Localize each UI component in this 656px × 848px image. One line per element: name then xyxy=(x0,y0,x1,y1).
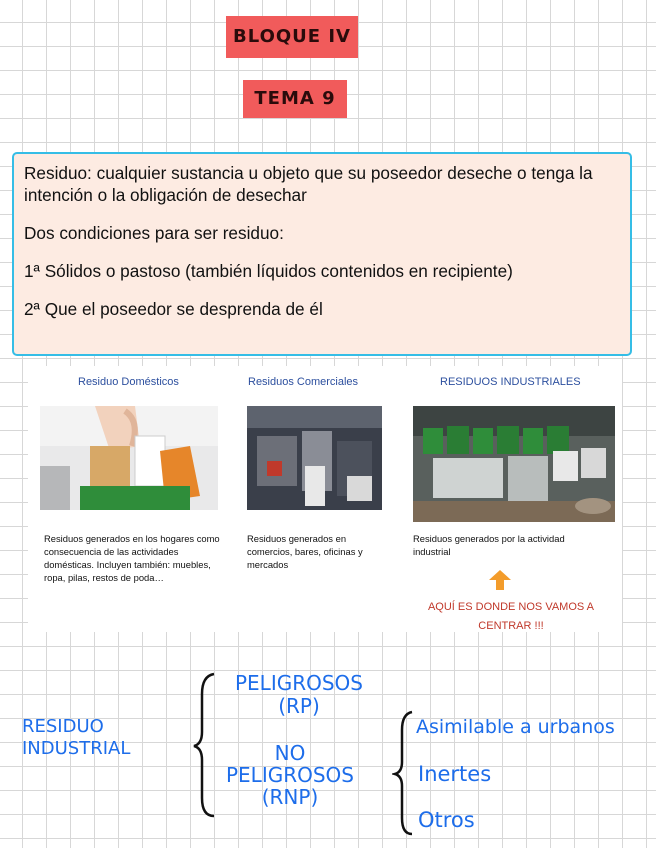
industrial-title: RESIDUOS INDUSTRIALES xyxy=(440,376,581,388)
subtype-inertes: Inertes xyxy=(418,762,492,786)
waste-types-infographic xyxy=(28,366,622,632)
right-curly-brace xyxy=(392,708,418,838)
commercial-description: Residuos generados en comercios, bares, oficinas y mercados xyxy=(247,533,363,570)
definition-box xyxy=(12,152,632,356)
focus-note: AQUÍ ES DONDE NOS VAMOS A CENTRAR !!! xyxy=(427,601,595,632)
rp-label: (RP) xyxy=(278,694,320,718)
commercial-waste-photo xyxy=(247,406,382,510)
root-label-line-2: INDUSTRIAL xyxy=(22,738,131,759)
topic-title-tag: TEMA 9 xyxy=(243,80,347,118)
no-peligrosos-label: PELIGROSOS xyxy=(225,763,354,787)
rnp-label: (RNP) xyxy=(261,785,319,809)
industrial-description: Residuos generados por la actividad industrial xyxy=(413,533,565,557)
no-label: NO xyxy=(274,741,306,765)
condition-2: 2ª Que el poseedor se desprenda de él xyxy=(24,299,323,319)
industrial-waste-photo xyxy=(413,406,615,522)
subtype-otros: Otros xyxy=(418,808,475,832)
commercial-title: Residuos Comerciales xyxy=(248,376,359,388)
root-label xyxy=(22,716,130,760)
domestic-waste-photo xyxy=(40,406,218,510)
domestic-description: Residuos generados en los hogares como consecuencia de las actividades domésticas. Incluyen también: muebles, ropa, pilas, restos de poda… xyxy=(44,533,220,583)
block-title-tag: BLOQUE IV xyxy=(226,16,358,58)
arrow-up-icon xyxy=(489,570,511,590)
no-peligrosos-group xyxy=(210,742,370,808)
subtype-asimilable: Asimilable a urbanos xyxy=(416,716,615,738)
domestic-title: Residuo Domésticos xyxy=(78,376,179,388)
condition-1: 1ª Sólidos o pastoso (también líquidos contenidos en recipiente) xyxy=(24,261,513,281)
peligrosos-group xyxy=(224,672,374,718)
root-label-line-1: RESIDUO xyxy=(22,716,104,737)
definition-text: Residuo: cualquier sustancia u objeto que su poseedor deseche o tenga la intención o la obligación de desechar xyxy=(24,163,593,205)
peligrosos-label: PELIGROSOS xyxy=(234,671,363,695)
conditions-heading: Dos condiciones para ser residuo: xyxy=(24,223,284,243)
